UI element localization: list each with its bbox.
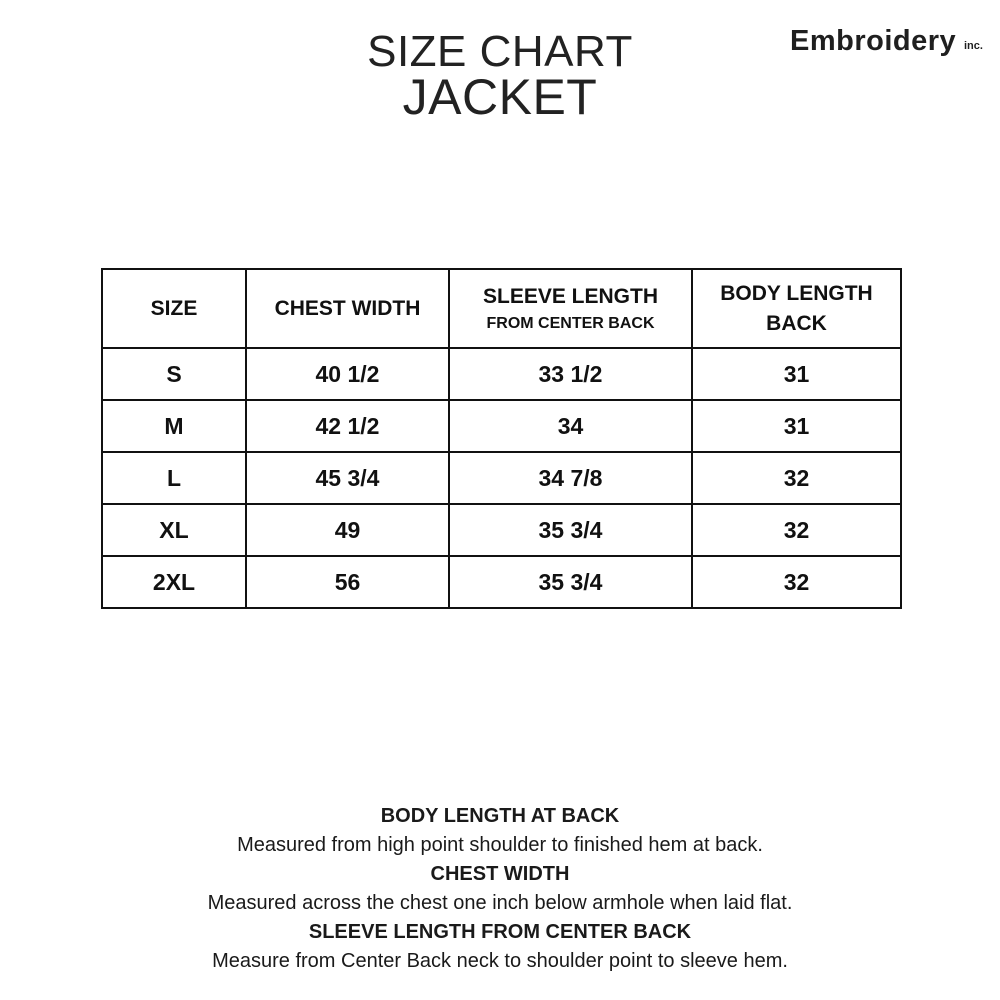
table-row [102,400,901,452]
header-chest-width [246,269,449,348]
note-text: Measured from high point shoulder to finished hem at back. [237,834,763,856]
cell-sleeve-length: 34 7/8 [449,452,692,504]
cell-sleeve-length: 35 3/4 [449,556,692,608]
cell-size: XL [102,504,246,556]
logo-suffix: inc. [964,40,983,52]
note-heading: SLEEVE LENGTH FROM CENTER BACK [308,921,692,943]
header-label: SIZE [150,296,198,320]
header-sleeve-length [449,269,692,348]
header-sublabel: BACK [766,311,827,335]
table-header-row [102,269,901,348]
measurement-notes [0,802,1000,976]
cell-body-length: 32 [692,452,901,504]
page-subtitle: JACKET [402,69,598,125]
cell-sleeve-length: 33 1/2 [449,348,692,400]
table-row [102,556,901,608]
cell-chest-width: 40 1/2 [246,348,449,400]
table-row [102,452,901,504]
cell-size: M [102,400,246,452]
header-sublabel: FROM CENTER BACK [486,314,655,332]
cell-body-length: 32 [692,556,901,608]
embroidery-logo [790,22,990,68]
cell-chest-width: 56 [246,556,449,608]
cell-body-length: 31 [692,348,901,400]
note-heading: CHEST WIDTH [430,863,570,885]
cell-sleeve-length: 34 [449,400,692,452]
cell-body-length: 31 [692,400,901,452]
logo-wordmark: Embroidery [790,25,957,57]
note-text: Measure from Center Back neck to shoulder point to sleeve hem. [212,950,788,972]
cell-sleeve-length: 35 3/4 [449,504,692,556]
header-body-length [692,269,901,348]
cell-chest-width: 49 [246,504,449,556]
cell-chest-width: 42 1/2 [246,400,449,452]
size-chart-table [101,268,902,609]
header-label: BODY LENGTH [720,281,873,305]
cell-size: L [102,452,246,504]
page-title: SIZE CHART [367,27,633,76]
table-row [102,504,901,556]
table-row [102,348,901,400]
header-label: SLEEVE LENGTH [482,284,659,308]
note-text: Measured across the chest one inch below armhole when laid flat. [207,892,793,914]
note-heading: BODY LENGTH AT BACK [380,805,620,827]
header-label: CHEST WIDTH [274,296,421,320]
header-size [102,269,246,348]
cell-size: 2XL [102,556,246,608]
cell-body-length: 32 [692,504,901,556]
cell-chest-width: 45 3/4 [246,452,449,504]
cell-size: S [102,348,246,400]
